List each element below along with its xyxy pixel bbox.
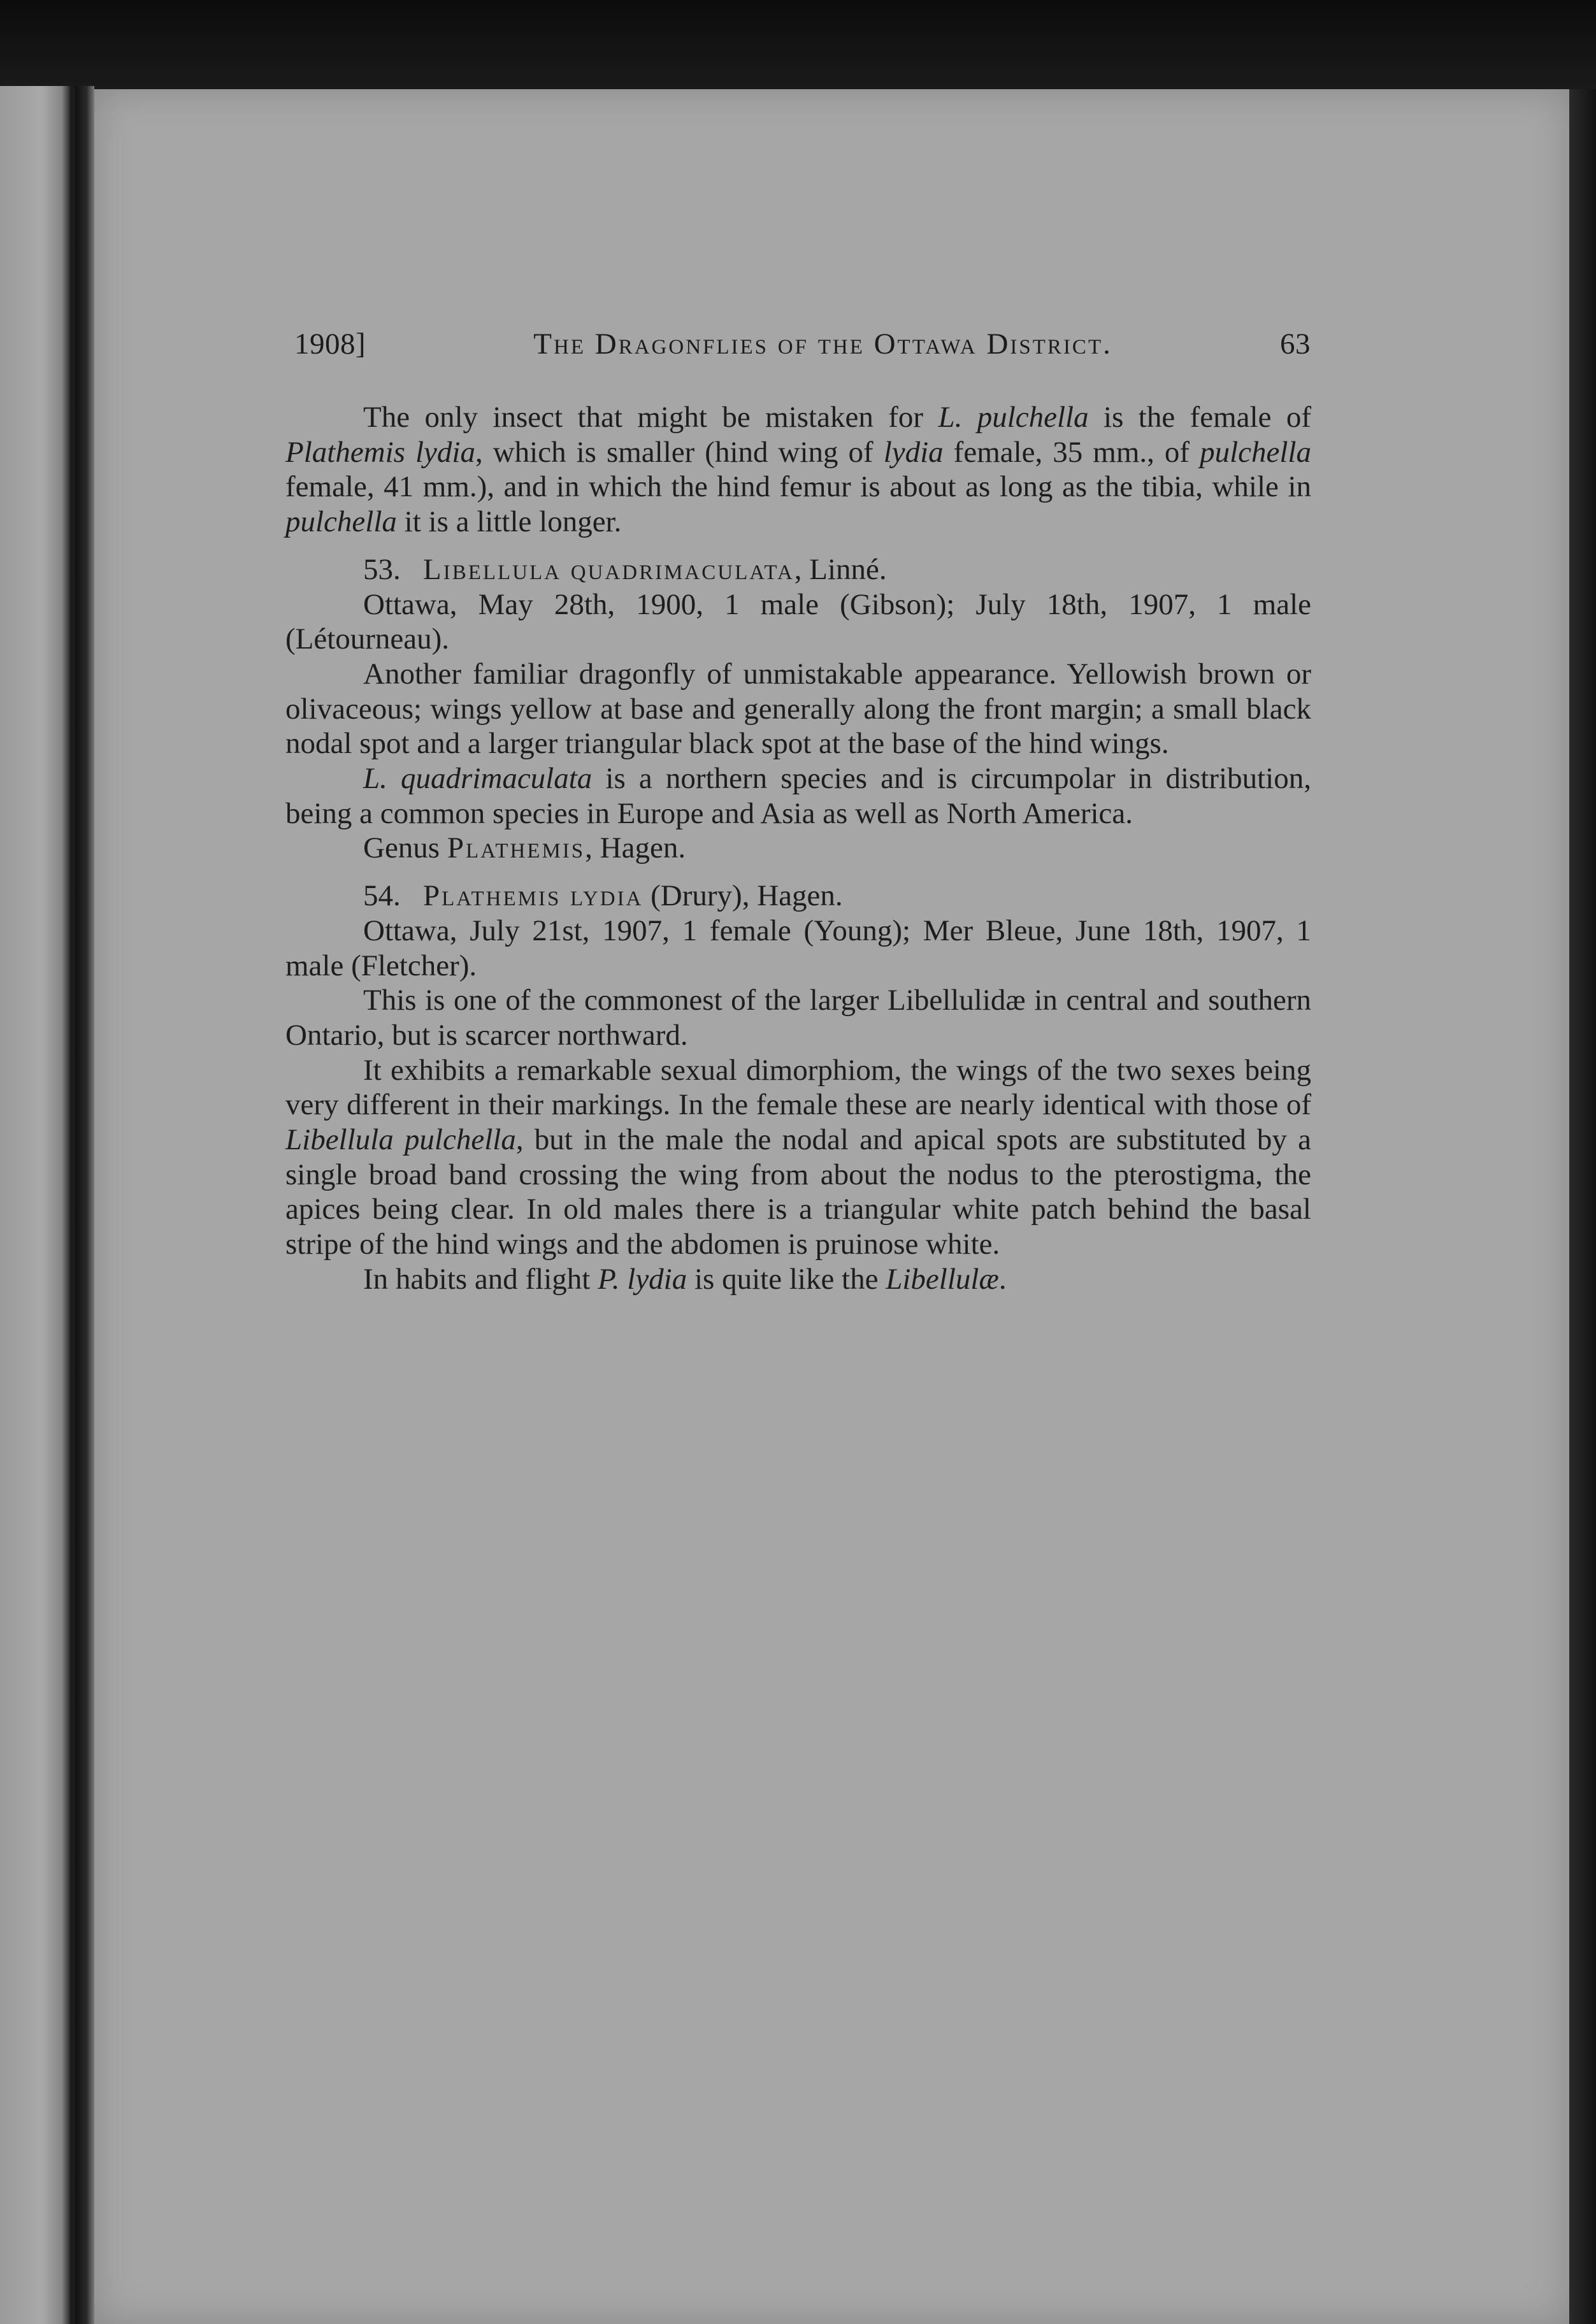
records-paragraph-53: Ottawa, May 28th, 1900, 1 male (Gibson); July 18th, 1907, 1 male (Létourneau). bbox=[285, 587, 1311, 656]
dimorphism-paragraph-54: It exhibits a remarkable sexual dimorphiom, the wings of the two sexes being very different in their markings. In the female these are nearly identical with those of Libellula pulchella, but in the male the nodal and apical spots are substituted by a single broad band crossing the wing from about the nodus to the pterostigma, the apices being clear. In old males there is a triangular white patch behind the basal stripe of the hind wings and the abdomen is pruinose white. bbox=[285, 1053, 1311, 1261]
commonness-paragraph-54: This is one of the commonest of the larger Libellulidæ in central and southern Ontario, but is scarcer northward. bbox=[285, 984, 1311, 1052]
species-name: Libellula quadrimaculata bbox=[423, 552, 794, 586]
running-header bbox=[294, 327, 1311, 361]
species-heading-54: 54. Plathemis lydia (Drury), Hagen. bbox=[363, 879, 843, 913]
page-body bbox=[285, 400, 1311, 1297]
page-number: 63 bbox=[1280, 327, 1311, 361]
page-gutter bbox=[75, 86, 94, 2324]
paragraph-pulchella-comparison: The only insect that might be mistaken for L. pulchella is the female of Plathemis lydia, which is smaller (hind wing of lydia female, 35 mm., of pulchella female, 41 mm.), and in which the hind femur is about as long as the tibia, while in pulchella it is a little longer. bbox=[285, 401, 1311, 539]
header-title: The Dragonflies of the Ottawa District. bbox=[533, 327, 1112, 361]
scanner-border-top bbox=[0, 0, 1596, 89]
species-heading-53: 53. Libellula quadrimaculata, Linné. bbox=[363, 552, 887, 586]
species-name: Plathemis lydia bbox=[423, 879, 643, 913]
header-year: 1908] bbox=[294, 327, 366, 361]
adjacent-page-edge bbox=[0, 86, 70, 2324]
records-paragraph-54: Ottawa, July 21st, 1907, 1 female (Young); Mer Bleue, June 18th, 1907, 1 male (Fletcher). bbox=[285, 914, 1311, 982]
habits-paragraph-54: In habits and flight P. lydia is quite like the Libellulæ. bbox=[363, 1262, 1007, 1296]
distribution-paragraph-53: L. quadrimaculata is a northern species and is circumpolar in distribution, being a common species in Europe and Asia as well as North America. bbox=[285, 762, 1311, 830]
description-paragraph-53: Another familiar dragonfly of unmistakable appearance. Yellowish brown or olivaceous; wings yellow at base and generally along the front margin; a small black nodal spot and a larger triangular black spot at the base of the hind wings. bbox=[285, 657, 1311, 761]
scanner-border-right bbox=[1569, 89, 1596, 2324]
genus-heading: Genus Plathemis, Hagen. bbox=[363, 831, 686, 865]
